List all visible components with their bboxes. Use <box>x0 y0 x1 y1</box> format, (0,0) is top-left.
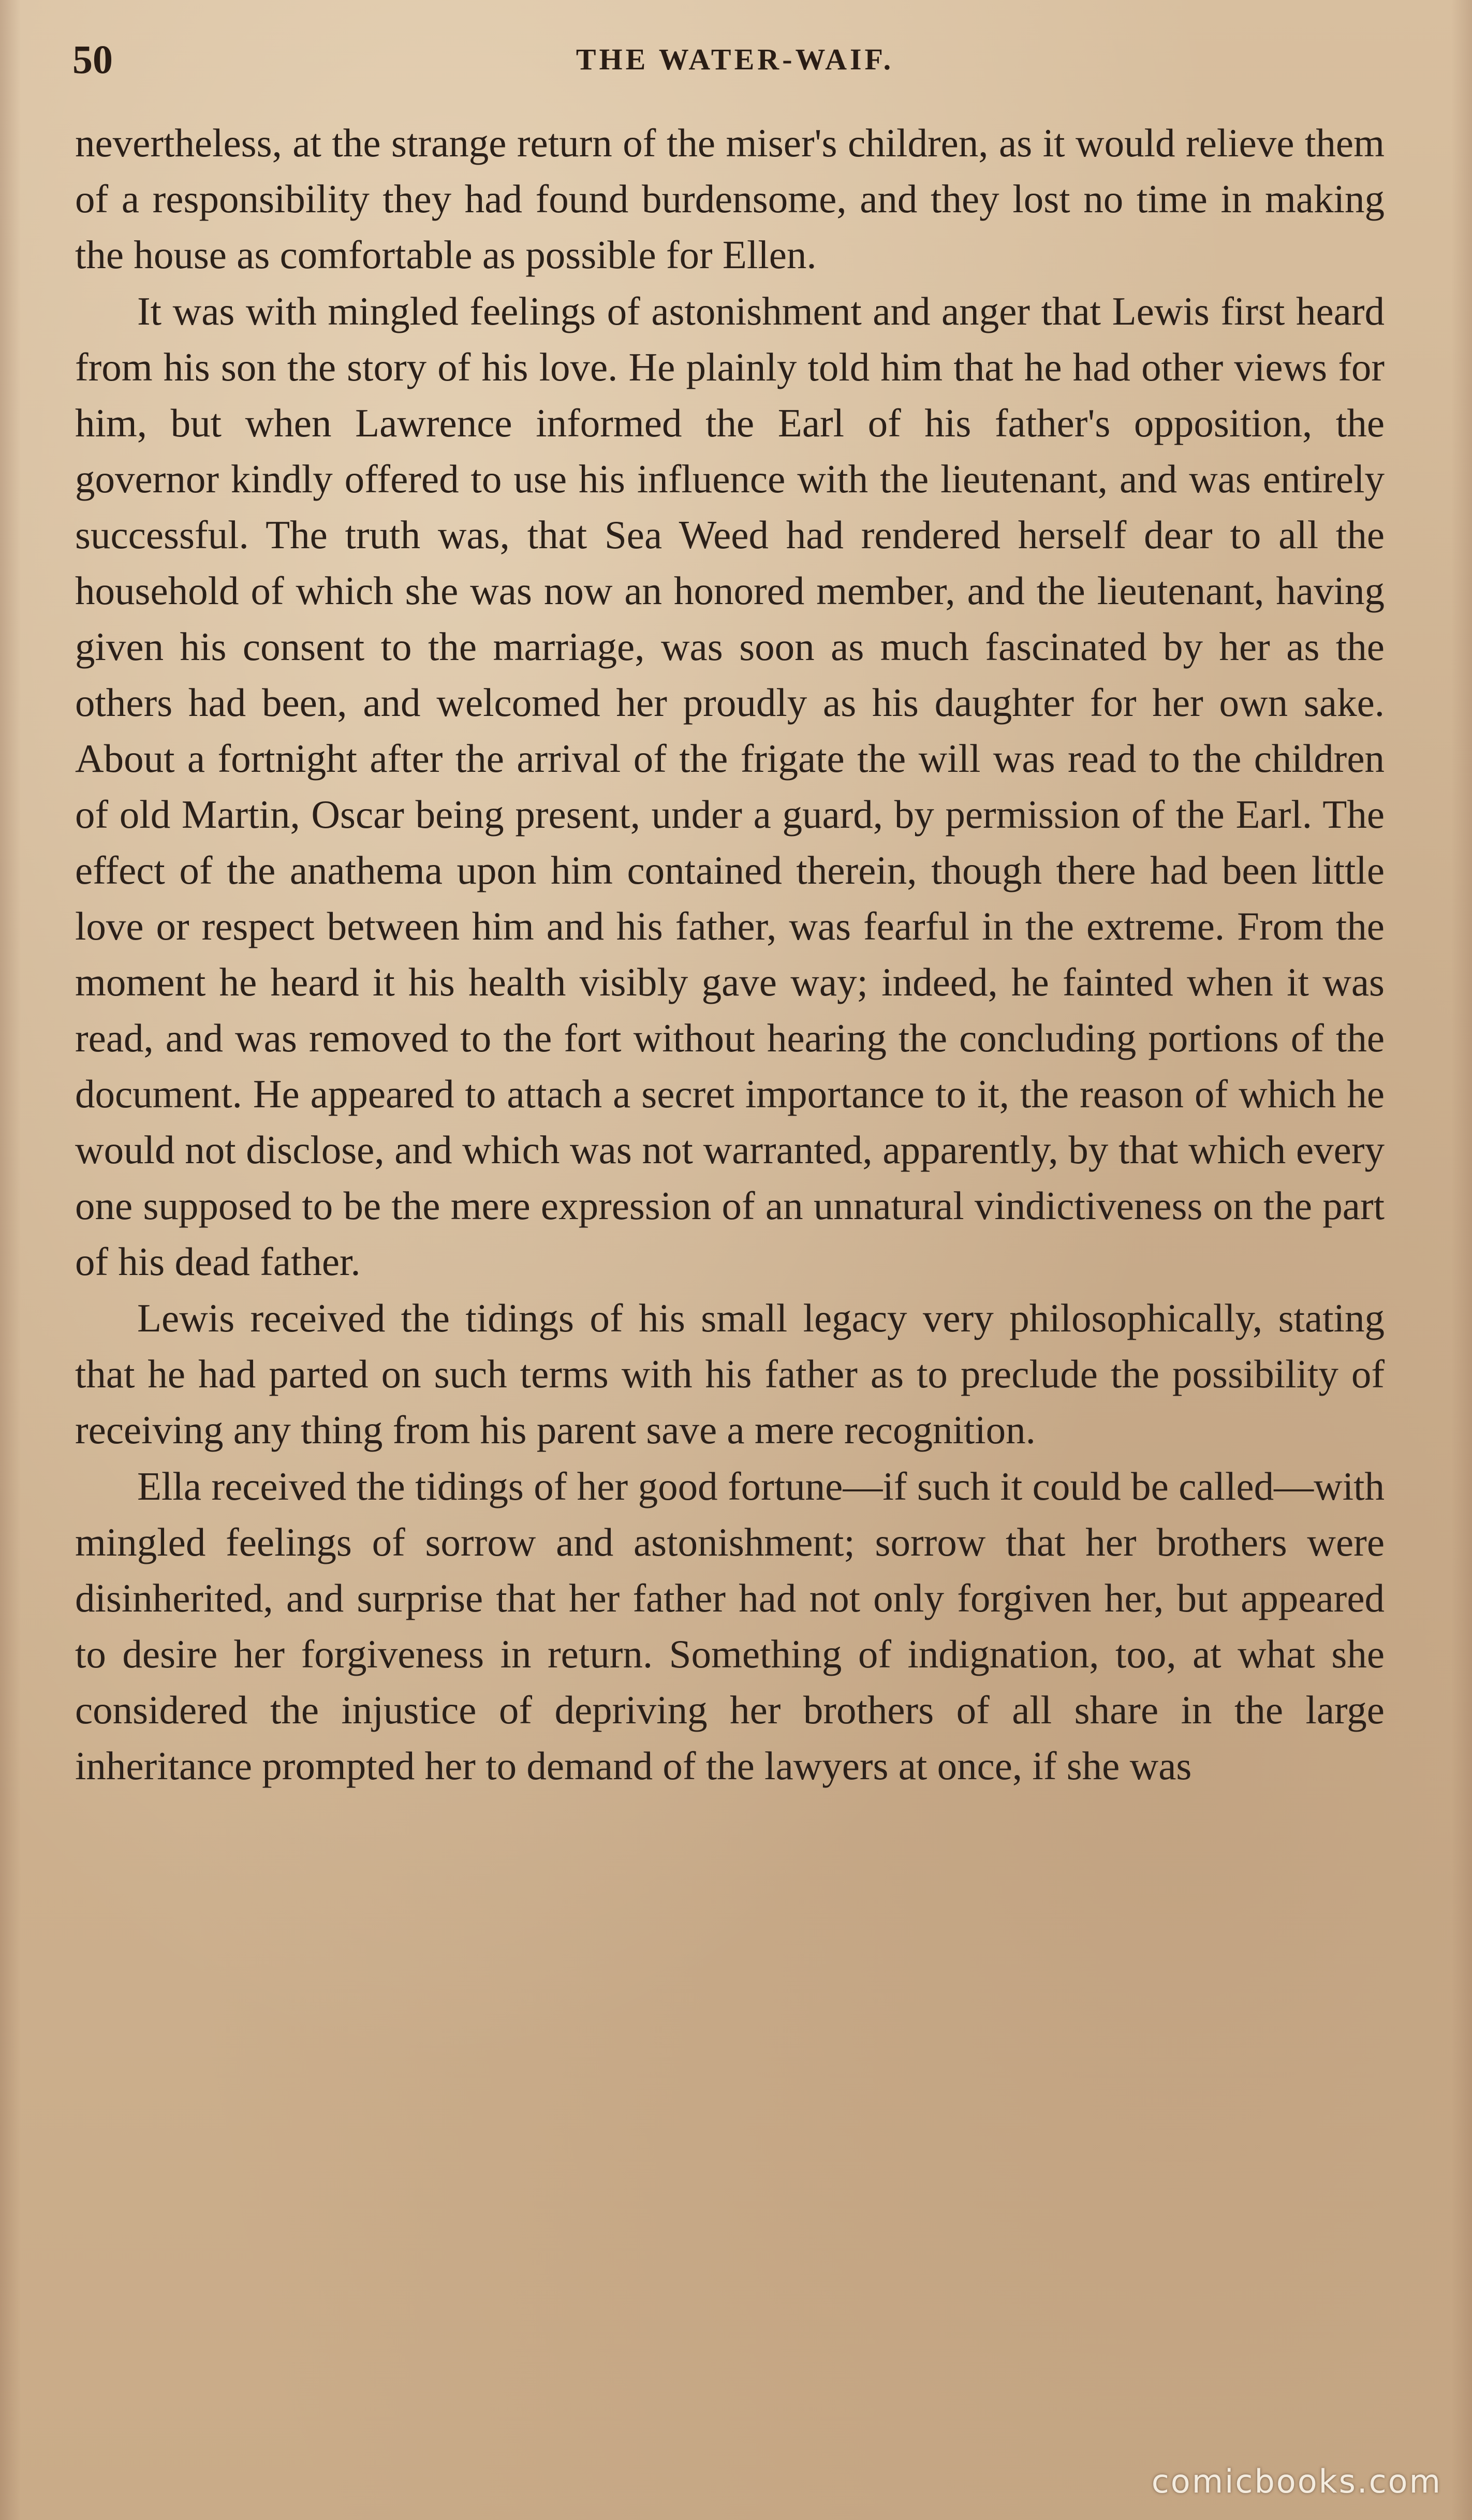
site-watermark: comicbooks.com <box>1151 2463 1442 2500</box>
paragraph: Lewis received the tidings of his small legacy very philosophically, stating that he had parted on such terms with his father as to preclude the possibility of receiving any thing from his parent save a mere recognition. <box>75 1296 1385 1452</box>
paragraph-continued: nevertheless, at the strange return of the miser's children, as it would relieve them of a responsibility they had found burdensome, and they lost no time in making the house as comfortable as possible for Ellen. <box>75 121 1385 277</box>
page-body <box>75 115 1385 1794</box>
page-number: 50 <box>72 37 113 82</box>
page-edge-shadow-right <box>1451 0 1472 2520</box>
paragraph: Ella received the tidings of her good fortune—if such it could be called—with mingled feelings of sorrow and astonishment; sorrow that her brothers were disinherited, and surprise that her father had not only forgiven her, but appeared to desire her forgiveness in return. Something of indignation, too, at what she considered the injustice of depriving her brothers of all share in the large inheritance prompted her to demand of the lawyers at once, if she was <box>75 1464 1385 1788</box>
paragraph: It was with mingled feelings of astonishment and anger that Lewis first heard from his son the story of his love. He plainly told him that he had other views for him, but when Lawrence informed the Earl of his father's opposition, the governor kindly offered to use his influence with the lieutenant, and was entirely successful. The truth was, that Sea Weed had rendered herself dear to all the household of which she was now an honored member, and the lieutenant, having given his consent to the marriage, was soon as much fascinated by her as the others had been, and welcomed her proudly as his daughter for her own sake. About a fortnight after the arrival of the frigate the will was read to the children of old Martin, Oscar being present, under a guard, by permission of the Earl. The effect of the anathema upon him contained therein, though there had been little love or respect between him and his father, was fearful in the extreme. From the moment he heard it his health visibly gave way; indeed, he fainted when it was read, and was removed to the fort without hearing the concluding portions of the document. He appeared to attach a secret importance to it, the reason of which he would not disclose, and which was not warranted, apparently, by that which every one supposed to be the mere expression of an unnatural vindictiveness on the part of his dead father. <box>75 289 1385 1284</box>
running-title: THE WATER-WAIF. <box>576 42 894 76</box>
page-edge-shadow-left <box>0 0 21 2520</box>
page-header <box>72 28 1397 91</box>
